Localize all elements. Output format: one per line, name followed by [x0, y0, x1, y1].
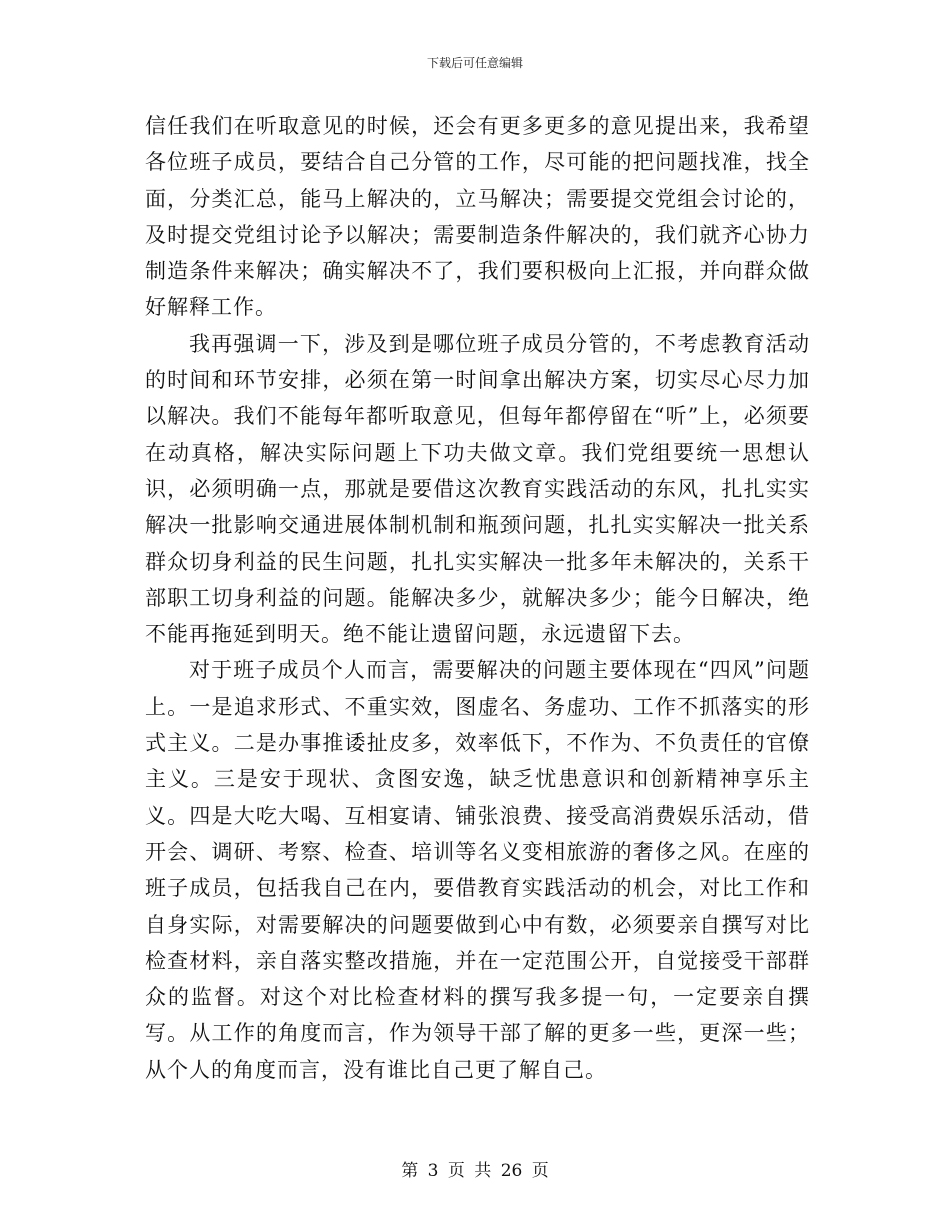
paragraph-1: 信任我们在听取意见的时候，还会有更多更多的意见提出来，我希望各位班子成员，要结合自己分管的工作，尽可能的把问题找准，找全面，分类汇总，能马上解决的，立马解决；需要提交党组会讨论的，及时提交党组讨论予以解决；需要制造条件解决的，我们就齐心协力制造条件来解决；确实解决不了，我们要积极向上汇报，并向群众做好解释工作。 [145, 114, 810, 320]
paragraph-2: 我再强调一下，涉及到是哪位班子成员分管的，不考虑教育活动的时间和环节安排，必须在第一时间拿出解决方案，切实尽心尽力加以解决。我们不能每年都听取意见，但每年都停留在“听”上，必须要在动真格，解决实际问题上下功夫做文章。我们党组要统一思想认识，必须明确一点，那就是要借这次教育实践活动的东风，扎扎实实解决一批影响交通进展体制机制和瓶颈问题，扎扎实实解决一批关系群众切身利益的民生问题，扎扎实实解决一批多年未解决的，关系干部职工切身利益的问题。能解决多少，就解决多少；能今日解决，绝不能再拖延到明天。绝不能让遗留问题，永远遗留下去。 [145, 331, 810, 647]
paragraph-3: 对于班子成员个人而言，需要解决的问题主要体现在“四风”问题上。一是追求形式、不重实效，图虚名、务虚功、工作不抓落实的形式主义。二是办事推诿扯皮多，效率低下，不作为、不负责任的官僚主义。三是安于现状、贪图安逸，缺乏忧患意识和创新精神享乐主义。四是大吃大喝、互相宴请、铺张浪费、接受高消费娱乐活动，借开会、调研、考察、检查、培训等名义变相旅游的奢侈之风。在座的班子成员，包括我自己在内，要借教育实践活动的机会，对比工作和自身实际，对需要解决的问题要做到心中有数，必须要亲自撰写对比检查材料，亲自落实整改措施，并在一定范围公开，自觉接受干部群众的监督。对这个对比检查材料的撰写我多提一句，一定要亲自撰写。从工作的角度而言，作为领导干部了解的更多一些，更深一些；从个人的角度而言，没有谁比自己更了解自己。 [145, 658, 810, 1082]
document-body [145, 108, 810, 1088]
page-number-footer: 第 3 页 共 26 页 [401, 1161, 549, 1181]
page-header-note: 下载后可任意编辑 [426, 56, 523, 70]
